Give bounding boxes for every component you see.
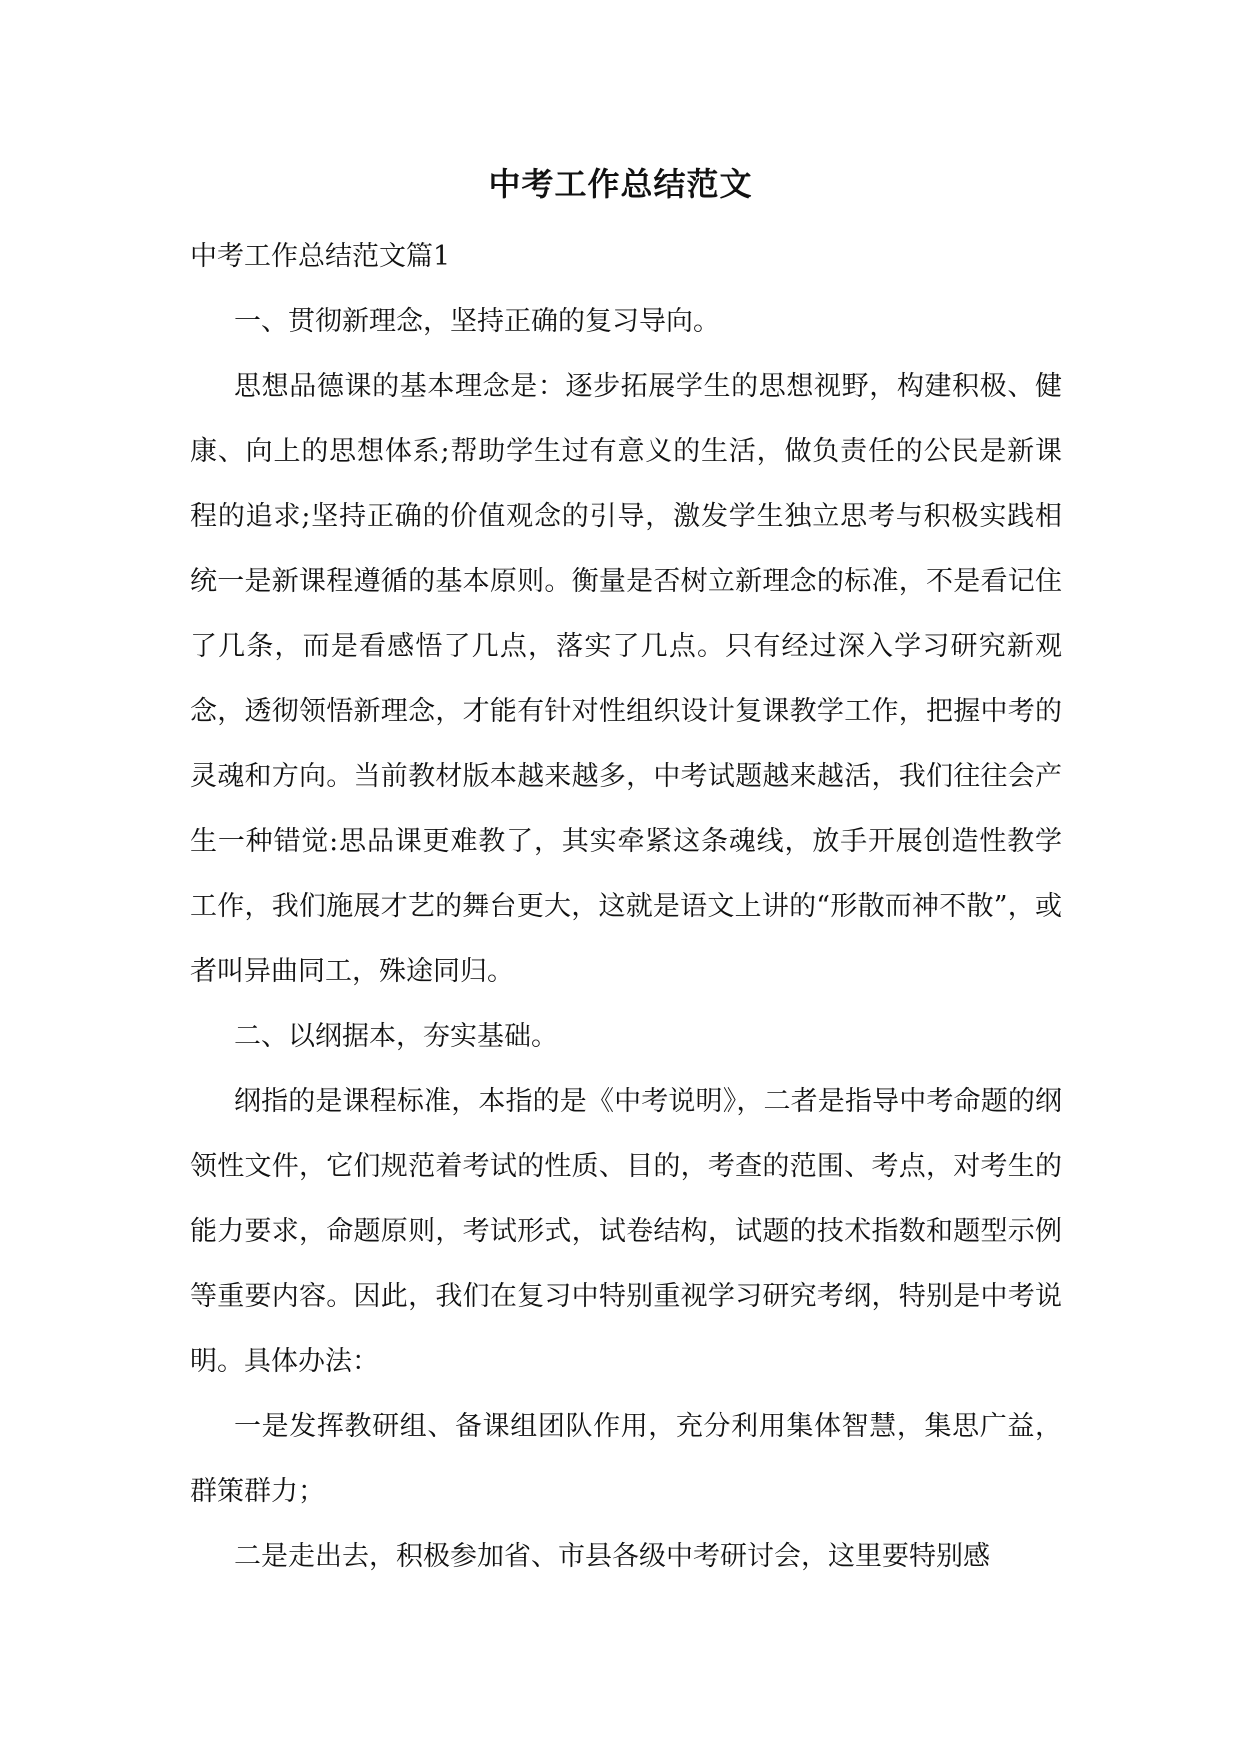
body-paragraph: 思想品德课的基本理念是：逐步拓展学生的思想视野，构建积极、健康、向上的思想体系;帮助学生过有意义的生活，做负责任的公民是新课程的追求;坚持正确的价值观念的引导，激发学生独立思考与积极实践相统一是新课程遵循的基本原则。衡量是否树立新理念的标准，不是看记住了几条，而是看感悟了几点，落实了几点。只有经过深入学习研究新观念，透彻领悟新理念，才能有针对性组织设计复课教学工作，把握中考的灵魂和方向。当前教材版本越来越多，中考试题越来越活，我们往往会产生一种错觉:思品课更难教了，其实牵紧这条魂线，放手开展创造性教学工作，我们施展才艺的舞台更大，这就是语文上讲的“形散而神不散”，或者叫异曲同工，殊途同归。 (190, 371, 1062, 987)
document-title: 中考工作总结范文 (488, 165, 753, 203)
list-item: 一是发挥教研组、备课组团队作用，充分利用集体智慧，集思广益，群策群力； (190, 1411, 1062, 1507)
section-heading: 中考工作总结范文篇1 (190, 241, 451, 272)
document-body (190, 224, 1062, 1589)
body-paragraph: 纲指的是课程标准，本指的是《中考说明》，二者是指导中考命题的纲领性文件，它们规范着考试的性质、目的，考查的范围、考点，对考生的能力要求，命题原则，考试形式，试卷结构，试题的技术指数和题型示例等重要内容。因此，我们在复习中特别重视学习研究考纲，特别是中考说明。具体办法： (190, 1086, 1062, 1377)
subheading-one: 一、贯彻新理念，坚持正确的复习导向。 (234, 306, 720, 337)
subheading-two: 二、以纲据本，夯实基础。 (234, 1021, 558, 1052)
list-item: 二是走出去，积极参加省、市县各级中考研讨会，这里要特别感 (234, 1541, 990, 1572)
